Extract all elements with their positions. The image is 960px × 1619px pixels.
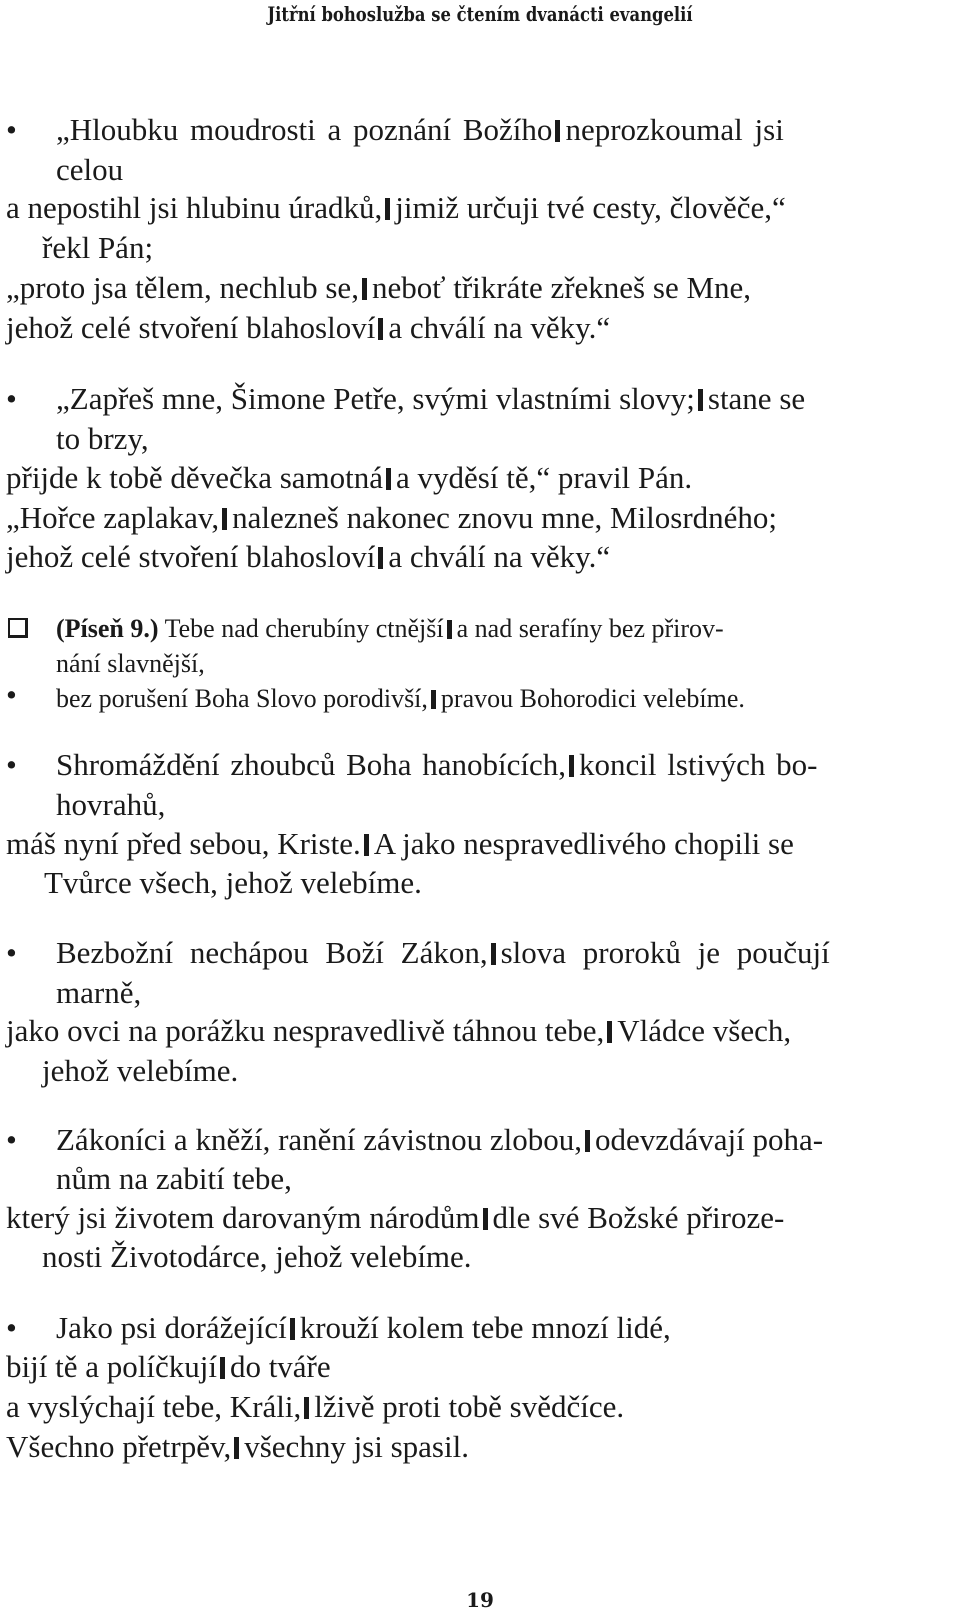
verse-line: který jsi životem darovaným národům dle své Božské přiroze- [6, 1200, 785, 1235]
verse-divider-icon [378, 547, 383, 569]
verse-line: „proto jsa tělem, nechlub se, neboť třikráte zřekneš se Mne, [6, 270, 752, 305]
verse-line: jako ovci na porážku nespravedlivě táhnou tebe, Vládce všech, [6, 1013, 792, 1048]
verse-line: „Hloubku moudrosti a poznání Božího neprozkoumal jsi [56, 112, 784, 147]
verse-divider-icon [483, 1208, 488, 1230]
verse-divider-icon [569, 755, 574, 777]
verse-line: Tvůrce všech, jehož velebíme. [44, 865, 422, 900]
verse-divider-icon [234, 1437, 239, 1459]
checkbox-icon [8, 618, 28, 638]
verse-divider-icon [585, 1130, 590, 1152]
verse-divider-icon [362, 278, 367, 300]
verse-line: přijde k tobě děvečka samotná a vyděsí tě,“ pravil Pán. [6, 460, 693, 495]
verse-line: nosti Životodárce, jehož velebíme. [42, 1239, 472, 1274]
verse-divider-icon [386, 468, 391, 490]
verse-line: celou [56, 152, 124, 187]
verse-line: jehož celé stvoření blahosloví a chválí na věky.“ [6, 539, 611, 574]
verse-line: to brzy, [56, 421, 149, 456]
verse-line: Zákoníci a kněží, ranění závistnou zlobou, odevzdávají poha- [56, 1122, 824, 1157]
bullet-icon: • [6, 112, 17, 147]
verse-divider-icon [290, 1318, 295, 1340]
verse-line: řekl Pán; [42, 230, 154, 265]
verse-line: „Zapřeš mne, Šimone Petře, svými vlastními slovy; stane se [56, 381, 806, 416]
verse-divider-icon [304, 1397, 309, 1419]
verse-divider-icon [607, 1021, 612, 1043]
verse-line: jehož velebíme. [42, 1053, 239, 1088]
bullet-icon: • [6, 1122, 17, 1157]
song-label: (Píseň 9.) [56, 614, 159, 643]
running-header: Jitřní bohoslužba se čtením dvanácti evangelií [267, 2, 693, 26]
verse-line: Všechno přetrpěv, všechny jsi spasil. [6, 1429, 469, 1464]
verse-line: Jako psi dorážející krouží kolem tebe mnozí lidé, [56, 1310, 671, 1345]
verse-divider-icon [220, 1357, 225, 1379]
verse-line: a vyslýchají tebe, Králi, lživě proti tobě svědčíce. [6, 1389, 625, 1424]
verse-divider-icon [222, 508, 227, 530]
bullet-icon: • [6, 1310, 17, 1345]
verse-line: Bezbožní nechápou Boží Zákon, slova proroků je poučují [56, 935, 830, 970]
verse-divider-icon [378, 318, 383, 340]
verse-divider-icon [364, 834, 369, 856]
bullet-icon: • [6, 935, 17, 970]
verse-divider-icon [385, 198, 390, 220]
verse-line: nům na zabití tebe, [56, 1161, 292, 1196]
verse-line: bijí tě a políčkují do tváře [6, 1349, 331, 1384]
verse-line: „Hořce zaplakav, nalezneš nakonec znovu mne, Milosrdného; [6, 500, 778, 535]
page-number: 19 [466, 1588, 494, 1612]
verse-line: máš nyní před sebou, Kriste. A jako nespravedlivého chopili se [6, 826, 794, 861]
bullet-icon: • [6, 381, 17, 416]
bullet-icon: • [6, 747, 17, 782]
verse-line: (Píseň 9.) Tebe nad cherubíny ctnější a nad serafíny bez přirov- [56, 614, 724, 643]
verse-divider-icon [555, 120, 560, 142]
verse-line: hovrahů, [56, 787, 166, 822]
verse-line: nání slavnější, [56, 649, 205, 678]
verse-line: a nepostihl jsi hlubinu úradků, jimiž určuji tvé cesty, člověče,“ [6, 190, 786, 225]
verse-line: bez porušení Boha Slovo porodivší, pravou Bohorodici velebíme. [56, 684, 745, 713]
verse-divider-icon [698, 389, 703, 411]
verse-line: marně, [56, 975, 142, 1010]
verse-line: jehož celé stvoření blahosloví a chválí na věky.“ [6, 310, 611, 345]
bullet-icon: • [6, 677, 17, 712]
verse-divider-icon [491, 943, 496, 965]
verse-divider-icon [431, 690, 436, 709]
verse-divider-icon [447, 620, 452, 639]
verse-line: Shromáždění zhoubců Boha hanobících, koncil lstivých bo- [56, 747, 818, 782]
